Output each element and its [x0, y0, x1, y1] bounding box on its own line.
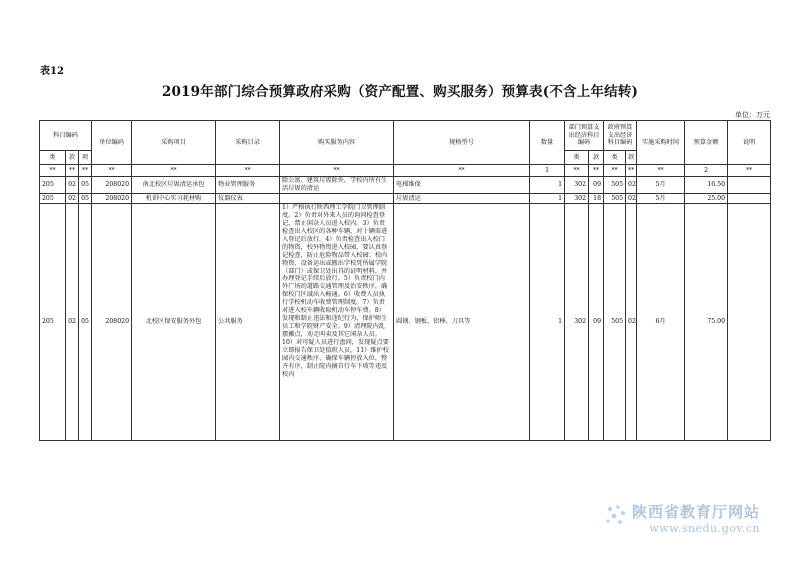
row-note — [728, 194, 771, 204]
header-unit-code: 单位编码 — [92, 121, 132, 165]
header-gov-section: 款 — [626, 151, 637, 165]
row-econ-section: 09 — [589, 177, 604, 194]
row-time: 6月 — [637, 204, 685, 441]
row-catalog: 物业管理服务 — [216, 177, 280, 194]
marker-cell: ** — [92, 165, 132, 177]
row-note — [728, 177, 771, 194]
row-econ-section: 18 — [589, 194, 604, 204]
row-item: 05 — [79, 177, 92, 194]
marker-cell: ** — [79, 165, 92, 177]
row-amount: 25.00 — [685, 194, 728, 204]
marker-cell: ** — [280, 165, 394, 177]
header-section: 款 — [66, 151, 79, 165]
marker-cell: 1 — [530, 165, 565, 177]
row-econ-class: 302 — [565, 204, 589, 441]
marker-cell: ** — [132, 165, 216, 177]
marker-cell: ** — [604, 165, 626, 177]
row-gov-class: 505 — [604, 177, 626, 194]
marker-cell: ** — [626, 165, 637, 177]
row-gov-section: 02 — [626, 204, 637, 441]
row-catalog: 公共服务 — [216, 204, 280, 441]
header-project: 采购项目 — [132, 121, 216, 165]
row-unit-code: 208020 — [92, 177, 132, 194]
header-qty: 数量 — [530, 121, 565, 165]
unit-label: 单位：万元 — [735, 111, 770, 119]
row-amount: 75.00 — [685, 204, 728, 441]
row-section: 02 — [66, 194, 79, 204]
row-content — [280, 194, 394, 204]
row-qty: 1 — [530, 204, 565, 441]
row-spec: 电梯维保 — [394, 177, 530, 194]
header-subject-code: 科目编码 — [40, 121, 92, 151]
header-econ-code: 部门预算支出经济科目编码 — [565, 121, 604, 151]
row-gov-section: 02 — [626, 177, 637, 194]
marker-cell: ** — [40, 165, 66, 177]
row-catalog: 仪器仪表 — [216, 194, 280, 204]
header-gov-code: 政府预算支出经济科目编码 — [604, 121, 637, 151]
row-qty: 1 — [530, 194, 565, 204]
row-spec: 垃圾清运 — [394, 194, 530, 204]
header-class: 类 — [40, 151, 66, 165]
row-econ-section: 09 — [589, 204, 604, 441]
row-project: 南北校区垃圾清运承包 — [132, 177, 216, 194]
row-section: 02 — [66, 177, 79, 194]
row-content-text: 1）严格执行陕西理工学院门卫管理制度。2）负责对外来人员的询问检查登记，禁止闲杂人员进入校内。3）负责检查出入校区的各种车辆，对十辆需进入登记后放行。4）负责检查出入校门的物资，校外物资进入校园，要认真登记检查，防止危险物品带入校园；校内物资、设备运出或搬出学校凭所属学院（部门）或保卫处出具的证明材料，并办理登记手续后放行。5）负责校门内外广场的道路交通管理及治安秩序，确保校门区域出入畅通。6）收费人员执行学校机动车收费管理制度。7）负责对进入校车辆收取机动车停车费。8）发现和制止违法和违纪行为，保护师生员工和学院财产安全。9）清理院内乱摆摊点，劝走叫卖及其它闲杂人员。10）对可疑人员进行盘问，发现疑点要立即报告保卫处值班人员。11）维护校园内交通秩序，确保车辆停放入位，整齐有序，制止院内摘自行车下坡等违反校内 — [282, 204, 389, 378]
row-section: 02 — [66, 204, 79, 441]
row-class: 205 — [40, 177, 66, 194]
row-econ-class: 302 — [565, 194, 589, 204]
row-spec: 圆钢、钢板、铝棒、刀具等 — [394, 204, 530, 441]
marker-cell: ** — [565, 165, 589, 177]
row-project: 北校区保安服务外包 — [132, 204, 216, 441]
row-amount: 16.50 — [685, 177, 728, 194]
row-class: 205 — [40, 194, 66, 204]
site-watermark — [632, 501, 760, 535]
row-content — [280, 204, 394, 441]
row-unit-code: 208020 — [92, 194, 132, 204]
marker-cell: ** — [66, 165, 79, 177]
header-gov-class: 类 — [604, 151, 626, 165]
row-content: 除公寓、建筑垃圾除外，学校内所有生活垃圾的清运 — [280, 177, 394, 194]
watermark-name: 陕西省教育厅网站 — [631, 503, 760, 521]
row-gov-class: 505 — [604, 194, 626, 204]
row-time: 5月 — [637, 194, 685, 204]
header-row-1 — [40, 121, 771, 151]
header-time: 实施采购时间 — [637, 121, 685, 165]
marker-cell: ** — [589, 165, 604, 177]
header-econ-section: 款 — [589, 151, 604, 165]
row-item: 05 — [79, 194, 92, 204]
header-catalog: 采购目录 — [216, 121, 280, 165]
row-qty: 1 — [530, 177, 565, 194]
row-class: 205 — [40, 204, 66, 441]
header-amount: 预算金额 — [685, 121, 728, 165]
marker-cell: ** — [637, 165, 685, 177]
row-gov-section: 02 — [626, 194, 637, 204]
row-gov-class: 505 — [604, 204, 626, 441]
marker-cell: ** — [394, 165, 530, 177]
table-row — [40, 177, 771, 194]
row-econ-class: 302 — [565, 177, 589, 194]
marker-cell: 2 — [685, 165, 728, 177]
page-title: 2019年部门综合预算政府采购（资产配置、购买服务）预算表(不含上年结转) — [161, 84, 639, 100]
row-note — [728, 204, 771, 441]
row-unit-code: 208020 — [92, 204, 132, 441]
marker-cell: ** — [216, 165, 280, 177]
header-econ-class: 类 — [565, 151, 589, 165]
table-row — [40, 194, 771, 204]
row-time: 5月 — [637, 177, 685, 194]
header-content: 购买服务内容 — [280, 121, 394, 165]
header-note: 说明 — [728, 121, 771, 165]
watermark-logo-icon — [604, 503, 628, 527]
watermark-url: www.snedu.gov.cn — [649, 522, 760, 535]
marker-row — [40, 165, 771, 177]
budget-table — [39, 120, 771, 441]
marker-cell: ** — [728, 165, 771, 177]
header-spec: 规格型号 — [394, 121, 530, 165]
table-row — [40, 204, 771, 441]
header-item: 项 — [79, 151, 92, 165]
row-item: 05 — [79, 204, 92, 441]
row-project: 机训中心实习耗材购 — [132, 194, 216, 204]
table-number: 表12 — [40, 66, 64, 77]
